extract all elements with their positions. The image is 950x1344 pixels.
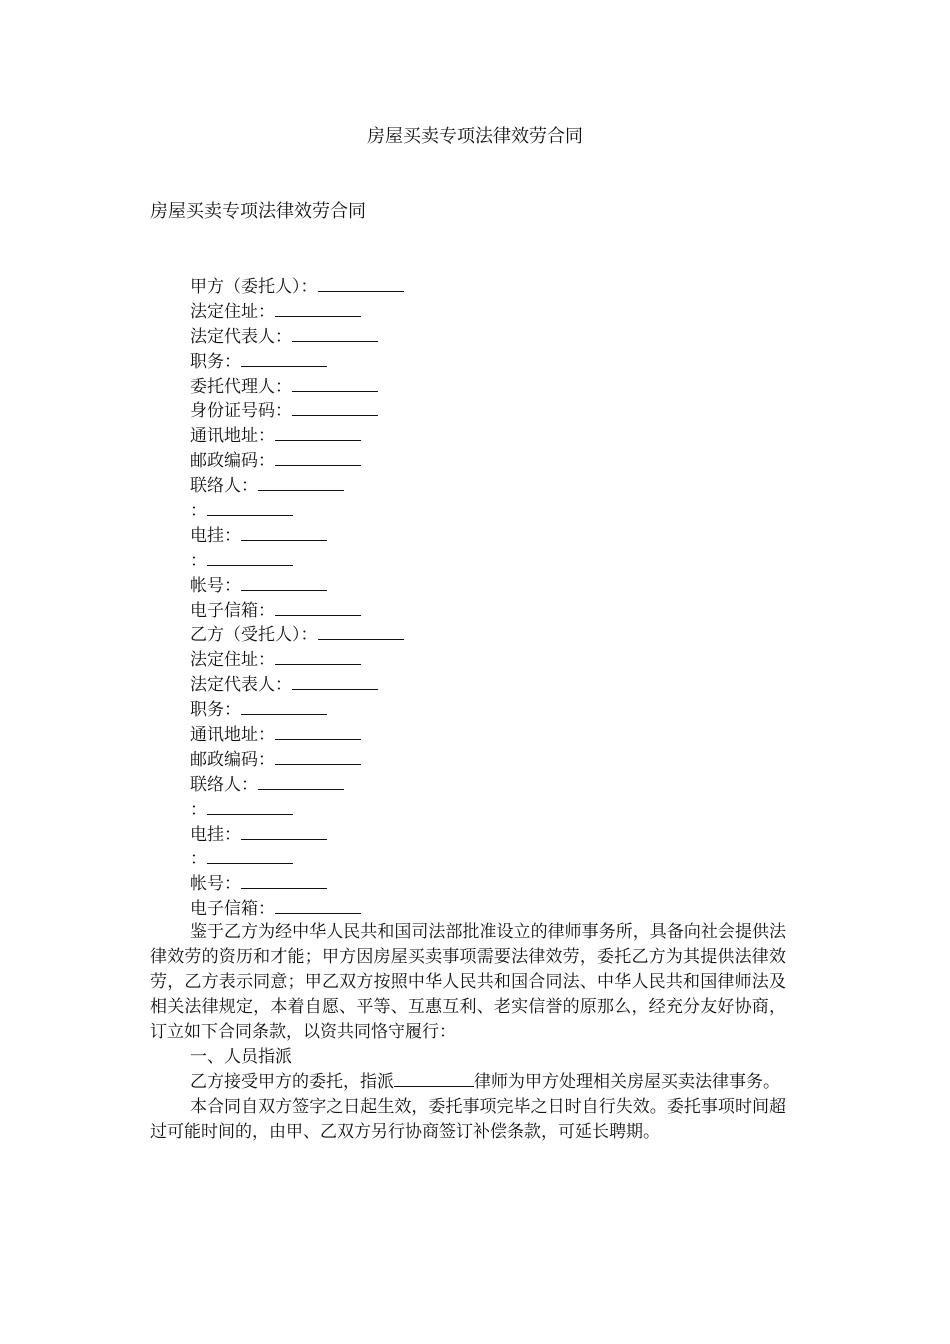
field-label: 帐号： xyxy=(190,575,241,596)
fill-in-blank xyxy=(318,622,404,640)
document-title: 房屋买卖专项法律效劳合同 xyxy=(367,126,583,147)
party-b-field xyxy=(190,622,810,647)
fill-in-blank xyxy=(275,448,361,466)
party-b-field xyxy=(190,672,810,697)
field-label: 邮政编码： xyxy=(190,451,275,472)
fill-in-blank xyxy=(292,672,378,690)
fill-in-blank xyxy=(275,722,361,740)
preamble-paragraph: 鉴于乙方为经中华人民共和国司法部批准设立的律师事务所，具备向社会提供法律效劳的资历和才能；甲方因房屋买卖事项需要法律效劳，委托乙方为其提供法律效劳，乙方表示同意；甲乙双方按照中华人民共和国合同法、中华人民共和国律师法及相关法律规定，本着自愿、平等、互惠互利、老实信誉的原那么，经充分友好协商，订立如下合同条款，以资共同恪守履行： xyxy=(150,922,786,1042)
party-a-field xyxy=(190,573,810,598)
field-label: 电子信箱： xyxy=(190,899,275,920)
field-label: 职务： xyxy=(190,700,241,721)
party-b-field xyxy=(190,871,810,896)
party-b-field xyxy=(190,647,810,672)
clause-text: 乙方接受甲方的委托，指派 xyxy=(190,1072,394,1093)
field-label: 身份证号码： xyxy=(190,401,292,422)
party-b-field xyxy=(190,747,810,772)
party-a-field xyxy=(190,324,810,349)
fill-in-blank xyxy=(258,473,344,491)
field-label: 甲方（委托人）： xyxy=(190,277,318,297)
party-a-field xyxy=(190,498,810,523)
fill-in-blank xyxy=(292,324,378,342)
fill-in-blank xyxy=(207,797,293,815)
party-a-field xyxy=(190,473,810,498)
party-a-field xyxy=(190,274,810,299)
field-label: 委托代理人： xyxy=(190,376,292,397)
party-b-field xyxy=(190,772,810,797)
field-label: ： xyxy=(190,799,207,820)
field-label: 电挂： xyxy=(190,525,241,546)
fill-in-blank xyxy=(292,374,378,392)
field-label: 联络人： xyxy=(190,774,258,795)
party-fields-list xyxy=(190,274,810,921)
field-label: 电子信箱： xyxy=(190,600,275,621)
fill-in-blank xyxy=(275,647,361,665)
party-a-field xyxy=(190,548,810,573)
field-label: 帐号： xyxy=(190,874,241,895)
field-label: 通讯地址： xyxy=(190,725,275,746)
field-label: 法定住址： xyxy=(190,301,275,322)
fill-in-blank xyxy=(318,274,404,292)
fill-in-blank xyxy=(275,423,361,441)
party-b-field xyxy=(190,896,810,921)
fill-in-blank xyxy=(241,349,327,367)
document-subtitle: 房屋买卖专项法律效劳合同 xyxy=(150,201,366,222)
clause-text: 律师为甲方处理相关房屋买卖法律事务。 xyxy=(474,1072,780,1093)
lawyer-name-blank xyxy=(394,1069,474,1087)
party-a-field xyxy=(190,523,810,548)
field-label: 邮政编码： xyxy=(190,749,275,770)
fill-in-blank xyxy=(207,846,293,864)
fill-in-blank xyxy=(275,747,361,765)
fill-in-blank xyxy=(207,498,293,516)
party-a-field xyxy=(190,398,810,423)
party-b-field xyxy=(190,797,810,822)
party-b-field xyxy=(190,822,810,847)
fill-in-blank xyxy=(241,822,327,840)
party-a-field xyxy=(190,598,810,623)
contract-body xyxy=(150,920,786,1145)
party-b-field xyxy=(190,846,810,871)
party-a-field xyxy=(190,349,810,374)
party-a-field xyxy=(190,448,810,473)
fill-in-blank xyxy=(258,772,344,790)
fill-in-blank xyxy=(241,573,327,591)
field-label: 法定代表人： xyxy=(190,326,292,347)
fill-in-blank xyxy=(275,299,361,317)
field-label: 职务： xyxy=(190,351,241,372)
section-heading: 一、人员指派 xyxy=(190,1046,292,1067)
fill-in-blank xyxy=(241,697,327,715)
clause-effective-term: 本合同自双方签字之日起生效，委托事项完毕之日时自行失效。委托事项时间超过可能时间的，由甲、乙双方另行协商签订补偿条款，可延长聘期。 xyxy=(150,1097,786,1143)
field-label: 法定代表人： xyxy=(190,675,292,696)
party-a-field xyxy=(190,423,810,448)
fill-in-blank xyxy=(241,871,327,889)
field-label: 法定住址： xyxy=(190,650,275,671)
field-label: ： xyxy=(190,501,207,522)
party-a-field xyxy=(190,299,810,324)
clause-assign-lawyer xyxy=(150,1069,786,1095)
field-label: ： xyxy=(190,849,207,870)
party-b-field xyxy=(190,722,810,747)
fill-in-blank xyxy=(275,896,361,914)
field-label: 联络人： xyxy=(190,476,258,497)
party-a-field xyxy=(190,374,810,399)
field-label: 乙方（受托人）： xyxy=(190,625,318,646)
party-b-field xyxy=(190,697,810,722)
field-label: 电挂： xyxy=(190,824,241,845)
fill-in-blank xyxy=(292,398,378,416)
field-label: 通讯地址： xyxy=(190,426,275,447)
fill-in-blank xyxy=(207,548,293,566)
fill-in-blank xyxy=(275,598,361,616)
fill-in-blank xyxy=(241,523,327,541)
field-label: ： xyxy=(190,550,207,571)
